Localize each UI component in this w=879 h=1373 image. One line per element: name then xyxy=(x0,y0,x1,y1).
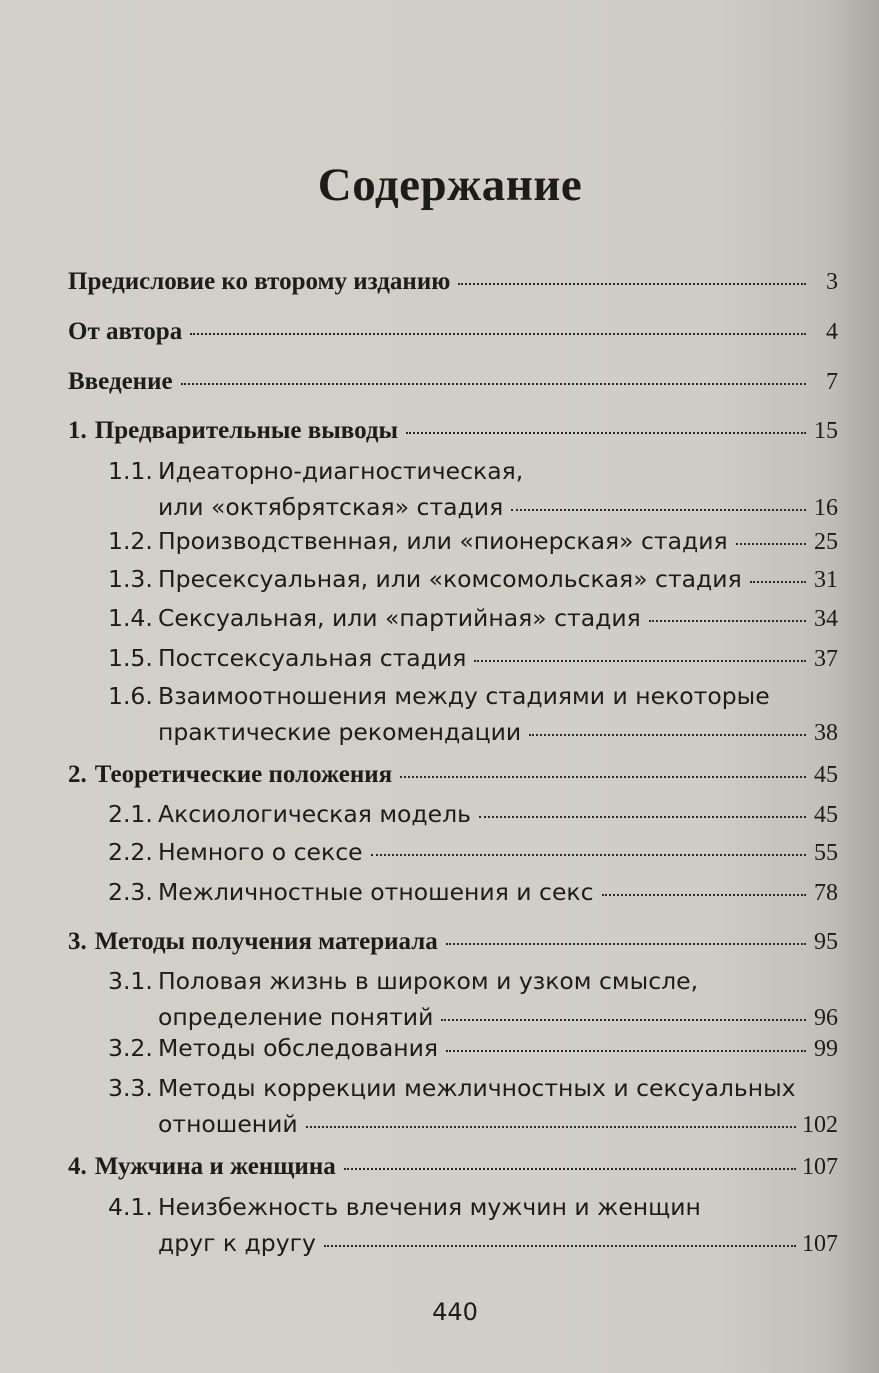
toc-section-entry xyxy=(68,796,838,833)
leader-dots xyxy=(649,616,806,622)
toc-entry-title: Постсексуальная стадия xyxy=(158,644,467,672)
toc-entry-text-line xyxy=(108,1189,838,1225)
toc-page-number: 31 xyxy=(814,567,838,593)
toc-page-number: 95 xyxy=(814,929,838,955)
toc-page-number: 3 xyxy=(826,269,838,295)
leader-dots xyxy=(736,539,806,545)
toc-entry-title: отношений xyxy=(158,1110,298,1138)
toc-entry-title: Методы получения материала xyxy=(94,928,438,955)
leader-dots xyxy=(446,1046,806,1052)
toc-page-number: 45 xyxy=(814,802,838,828)
toc-entry-title: Введение xyxy=(68,368,173,395)
toc-page-number: 7 xyxy=(826,369,838,395)
toc-page-number: 99 xyxy=(814,1036,838,1062)
toc-entry-title: Немного о сексе xyxy=(158,838,363,866)
toc-entry-title: Методы коррекции межличностных и сексуальных xyxy=(158,1074,796,1102)
toc-entry-number: 1. xyxy=(68,417,87,444)
toc-entry-number: 2.1. xyxy=(108,800,153,828)
toc-entry-title: Предварительные выводы xyxy=(94,417,399,444)
toc-section-entry xyxy=(68,561,838,598)
leader-dots xyxy=(190,329,806,335)
page-title: Содержание xyxy=(317,159,583,211)
toc-section-entry xyxy=(68,523,838,560)
toc-entry-title: Взаимоотношения между стадиями и некоторые xyxy=(158,682,770,710)
toc-entry-number: 1.3. xyxy=(108,565,153,593)
leader-dots xyxy=(406,428,806,434)
toc-section-entry xyxy=(68,678,838,751)
toc-chapter-entry xyxy=(68,264,838,300)
toc-page-number: 25 xyxy=(814,529,838,555)
toc-entry-number: 4. xyxy=(68,1153,87,1180)
leader-dots xyxy=(529,730,806,736)
toc-page-number: 107 xyxy=(802,1154,838,1180)
toc-entry-text-line xyxy=(108,1070,838,1106)
toc-chapter-entry xyxy=(68,314,838,350)
toc-entry-title: Производственная, или «пионерская» стадия xyxy=(158,527,728,555)
leader-dots xyxy=(400,772,806,778)
leader-dots xyxy=(306,1122,796,1128)
toc-entry-number: 3.3. xyxy=(108,1074,153,1102)
leader-dots xyxy=(371,850,806,856)
leader-dots xyxy=(602,890,806,896)
toc-chapter-entry xyxy=(68,413,838,449)
toc-page-number: 107 xyxy=(802,1231,838,1257)
leader-dots xyxy=(511,505,806,511)
leader-dots xyxy=(479,812,806,818)
toc-entry-number: 1.4. xyxy=(108,604,153,632)
leader-dots xyxy=(750,577,806,583)
toc-entry-number: 2.2. xyxy=(108,838,153,866)
toc-section-entry xyxy=(68,874,838,911)
toc-page-number: 16 xyxy=(814,495,838,521)
toc-entry-title: Методы обследования xyxy=(158,1034,438,1062)
toc-entry-number: 1.2. xyxy=(108,527,153,555)
toc-entry-title: Межличностные отношения и секс xyxy=(158,878,594,906)
toc-page-number: 38 xyxy=(814,720,838,746)
toc-page-number: 55 xyxy=(814,840,838,866)
toc-entry-title: Неизбежность влечения мужчин и женщин xyxy=(158,1193,701,1221)
toc-section-entry xyxy=(68,640,838,677)
toc-entry-title: или «октябрятская» стадия xyxy=(158,493,504,521)
toc-page-number: 78 xyxy=(814,880,838,906)
toc-entry-title: Сексуальная, или «партийная» стадия xyxy=(158,604,641,632)
toc-entry-title: друг к другу xyxy=(158,1229,316,1257)
toc-entry-title: Аксиологическая модель xyxy=(158,800,472,828)
toc-entry-number: 2.3. xyxy=(108,878,153,906)
toc-section-entry xyxy=(68,834,838,871)
leader-dots xyxy=(324,1241,796,1247)
toc-entry-number: 3.2. xyxy=(108,1034,153,1062)
toc-section-entry xyxy=(68,963,838,1036)
toc-section-entry xyxy=(68,1030,838,1067)
toc-entry-text-line xyxy=(108,453,838,489)
toc-section-entry xyxy=(68,600,838,637)
toc-page-number: 34 xyxy=(814,606,838,632)
toc-entry-number: 1.6. xyxy=(108,682,153,710)
toc-chapter-entry xyxy=(68,924,838,960)
toc-chapter-entry xyxy=(68,757,838,793)
toc-section-entry xyxy=(68,1189,838,1262)
toc-page-number: 37 xyxy=(814,646,838,672)
leader-dots xyxy=(458,279,806,285)
toc-entry-title: Мужчина и женщина xyxy=(94,1153,336,1180)
leader-dots xyxy=(446,939,806,945)
toc-entry-number: 1.1. xyxy=(108,457,153,485)
toc-page-number: 102 xyxy=(802,1112,838,1138)
toc-entry-number: 3.1. xyxy=(108,967,153,995)
toc-entry-title: практические рекомендации xyxy=(158,718,522,746)
toc-entry-title: Предисловие ко второму изданию xyxy=(68,268,451,295)
toc-entry-title: Идеаторно-диагностическая, xyxy=(158,457,524,485)
leader-dots xyxy=(441,1015,806,1021)
page-number: 440 xyxy=(432,1298,478,1326)
toc-entry-title: Пресексуальная, или «комсомольская» стадия xyxy=(158,565,742,593)
toc-chapter-entry xyxy=(68,1149,838,1185)
toc-entry-text-line xyxy=(108,678,838,714)
toc-page-number: 15 xyxy=(814,418,838,444)
toc-entry-title: Теоретические положения xyxy=(94,761,393,788)
toc-entry-number: 1.5. xyxy=(108,644,153,672)
toc-chapter-entry xyxy=(68,364,838,400)
toc-page-number: 45 xyxy=(814,762,838,788)
toc-section-entry xyxy=(68,453,838,526)
leader-dots xyxy=(344,1164,796,1170)
toc-page-number: 4 xyxy=(826,319,838,345)
toc-page-number: 96 xyxy=(814,1005,838,1031)
toc-entry-number: 2. xyxy=(68,761,87,788)
toc-entry-number: 3. xyxy=(68,928,87,955)
toc-entry-title: От автора xyxy=(68,318,183,345)
toc-entry-title: определение понятий xyxy=(158,1003,434,1031)
leader-dots xyxy=(474,656,806,662)
toc-entry-number: 4.1. xyxy=(108,1193,153,1221)
toc-entry-text-line xyxy=(108,963,838,999)
leader-dots xyxy=(181,379,806,385)
toc-entry-title: Половая жизнь в широком и узком смысле, xyxy=(158,967,699,995)
toc-section-entry xyxy=(68,1070,838,1143)
